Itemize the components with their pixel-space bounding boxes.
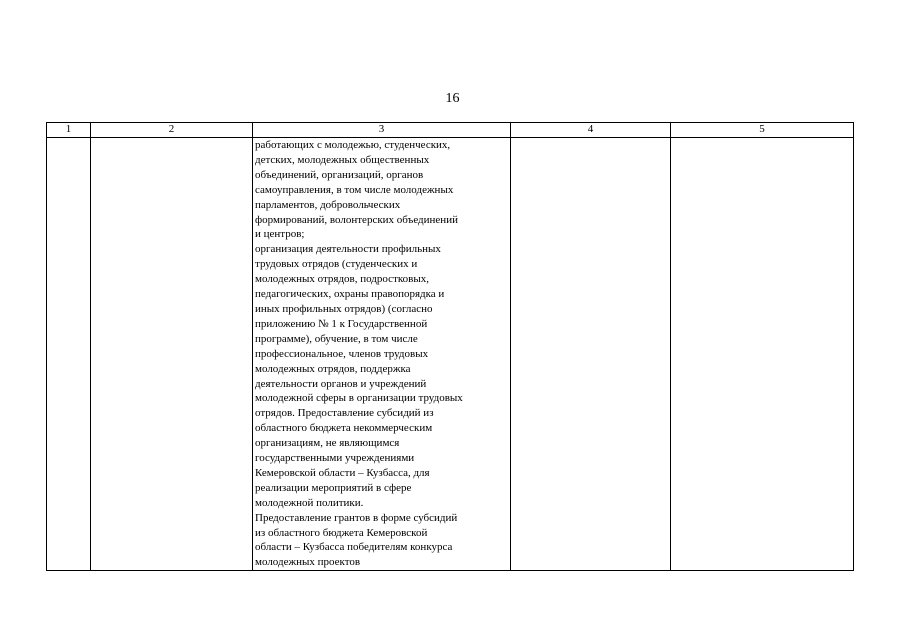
- document-table: [46, 122, 854, 571]
- cell-paragraph-2: организация деятельности профильных трудовых отрядов (студенческих и молодежных отрядов, подростковых, педагогических, охраны правопорядка и иных профильных отрядов) (согласно приложению № 1 к Государственной программе), обучение, в том числе профессиональное, членов трудовых молодежных отрядов, поддержка деятельности органов и учреждений молодежной сферы в организации трудовых отрядов. Предоставление субсидий из областного бюджета некоммерческим организациям, не являющимся государственными учреждениями Кемеровской области – Кузбасса, для реализации мероприятий в сфере молодежной политики.: [255, 243, 463, 509]
- column-number-1: 1: [47, 123, 91, 138]
- page-number: 16: [445, 91, 460, 106]
- column-number-2: 2: [91, 123, 253, 138]
- table-header-row: [47, 123, 854, 138]
- table-cell-col-4: [511, 138, 671, 571]
- table-cell-col-1: [47, 138, 91, 571]
- column-number-5: 5: [671, 123, 854, 138]
- table-cell-col-2: [91, 138, 253, 571]
- cell-paragraph-3: Предоставление грантов в форме субсидий из областного бюджета Кемеровской области – Кузбасса победителям конкурса молодежных проектов: [255, 511, 458, 569]
- cell-paragraph-1: работающих с молодежью, студенческих, детских, молодежных общественных объединений, организаций, органов самоуправления, в том числе молодежных парламентов, добровольческих формирований, волонтерских объединений и центров;: [255, 139, 458, 241]
- table-cell-col-3: [253, 138, 511, 571]
- column-number-4: 4: [511, 123, 671, 138]
- table-row: [47, 138, 854, 571]
- table-cell-col-5: [671, 138, 854, 571]
- column-number-3: 3: [253, 123, 511, 138]
